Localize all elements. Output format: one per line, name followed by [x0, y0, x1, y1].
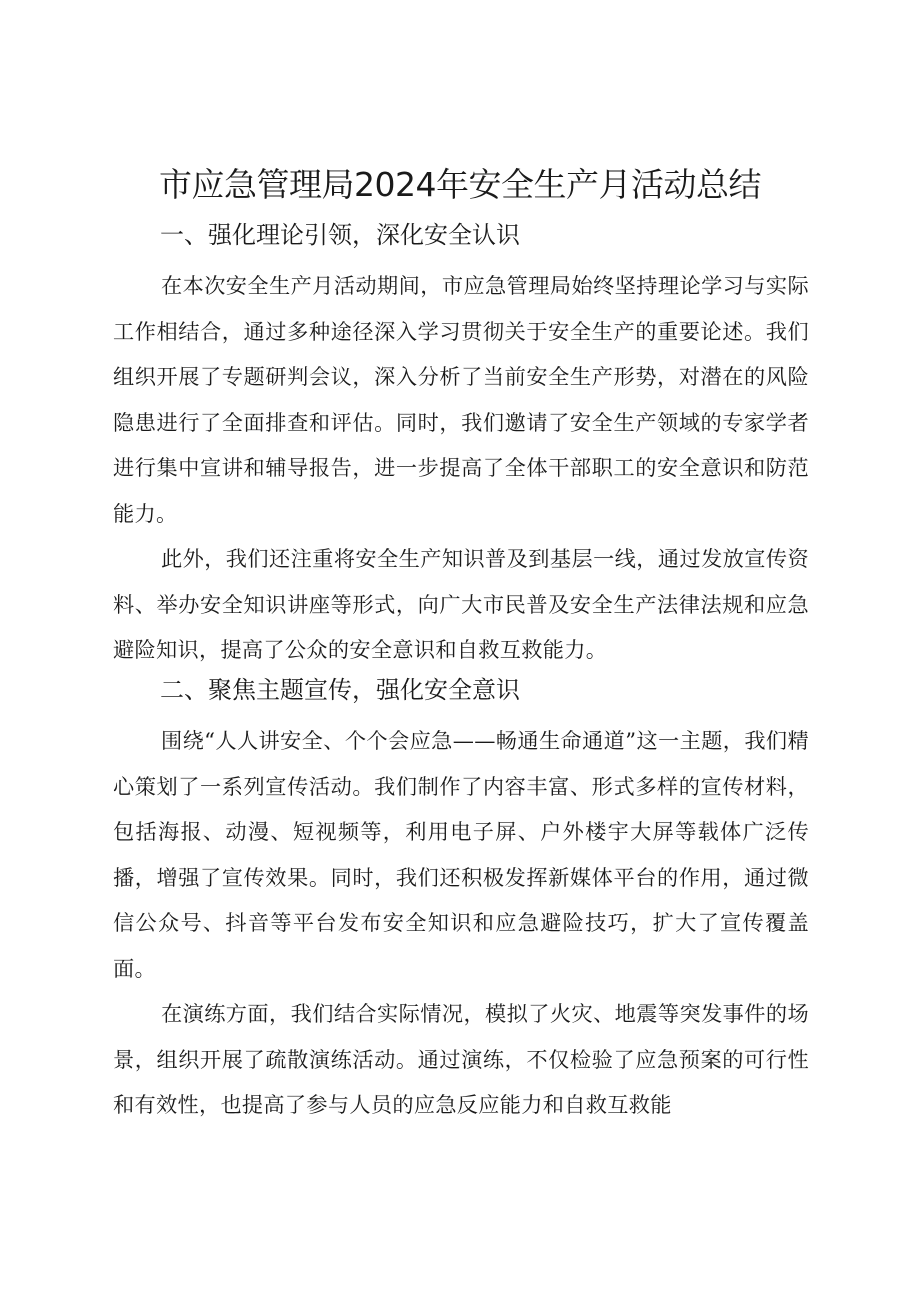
section-heading-2: 二、聚焦主题宣传，强化安全意识 [160, 676, 520, 704]
section-1-paragraph-1: 在本次安全生产月活动期间，市应急管理局始终坚持理论学习与实际工作相结合，通过多种途径深入学习贯彻关于安全生产的重要论述。我们组织开展了专题研判会议，深入分析了当前安全生产形势，对潜在的风险隐患进行了全面排查和评估。同时，我们邀请了安全生产领域的专家学者进行集中宣讲和辅导报告，进一步提高了全体干部职工的安全意识和防范能力。 [113, 273, 809, 526]
section-2-paragraph-2: 在演练方面，我们结合实际情况，模拟了火灾、地震等突发事件的场景，组织开展了疏散演练活动。通过演练，不仅检验了应急预案的可行性和有效性，也提高了参与人员的应急反应能力和自救互救能 [113, 1001, 809, 1117]
section-heading-1: 一、强化理论引领，深化安全认识 [160, 221, 520, 249]
document-title: 市应急管理局2024年安全生产月活动总结 [159, 165, 761, 204]
section-1-paragraph-2: 此外，我们还注重将安全生产知识普及到基层一线，通过发放宣传资料、举办安全知识讲座等形式，向广大市民普及安全生产法律法规和应急避险知识，提高了公众的安全意识和自救互救能力。 [113, 546, 809, 662]
section-2-paragraph-1: 围绕“人人讲安全、个个会应急——畅通生命通道”这一主题，我们精心策划了一系列宣传活动。我们制作了内容丰富、形式多样的宣传材料，包括海报、动漫、短视频等，利用电子屏、户外楼宇大屏等载体广泛传播，增强了宣传效果。同时，我们还积极发挥新媒体平台的作用，通过微信公众号、抖音等平台发布安全知识和应急避险技巧，扩大了宣传覆盖面。 [113, 728, 809, 981]
